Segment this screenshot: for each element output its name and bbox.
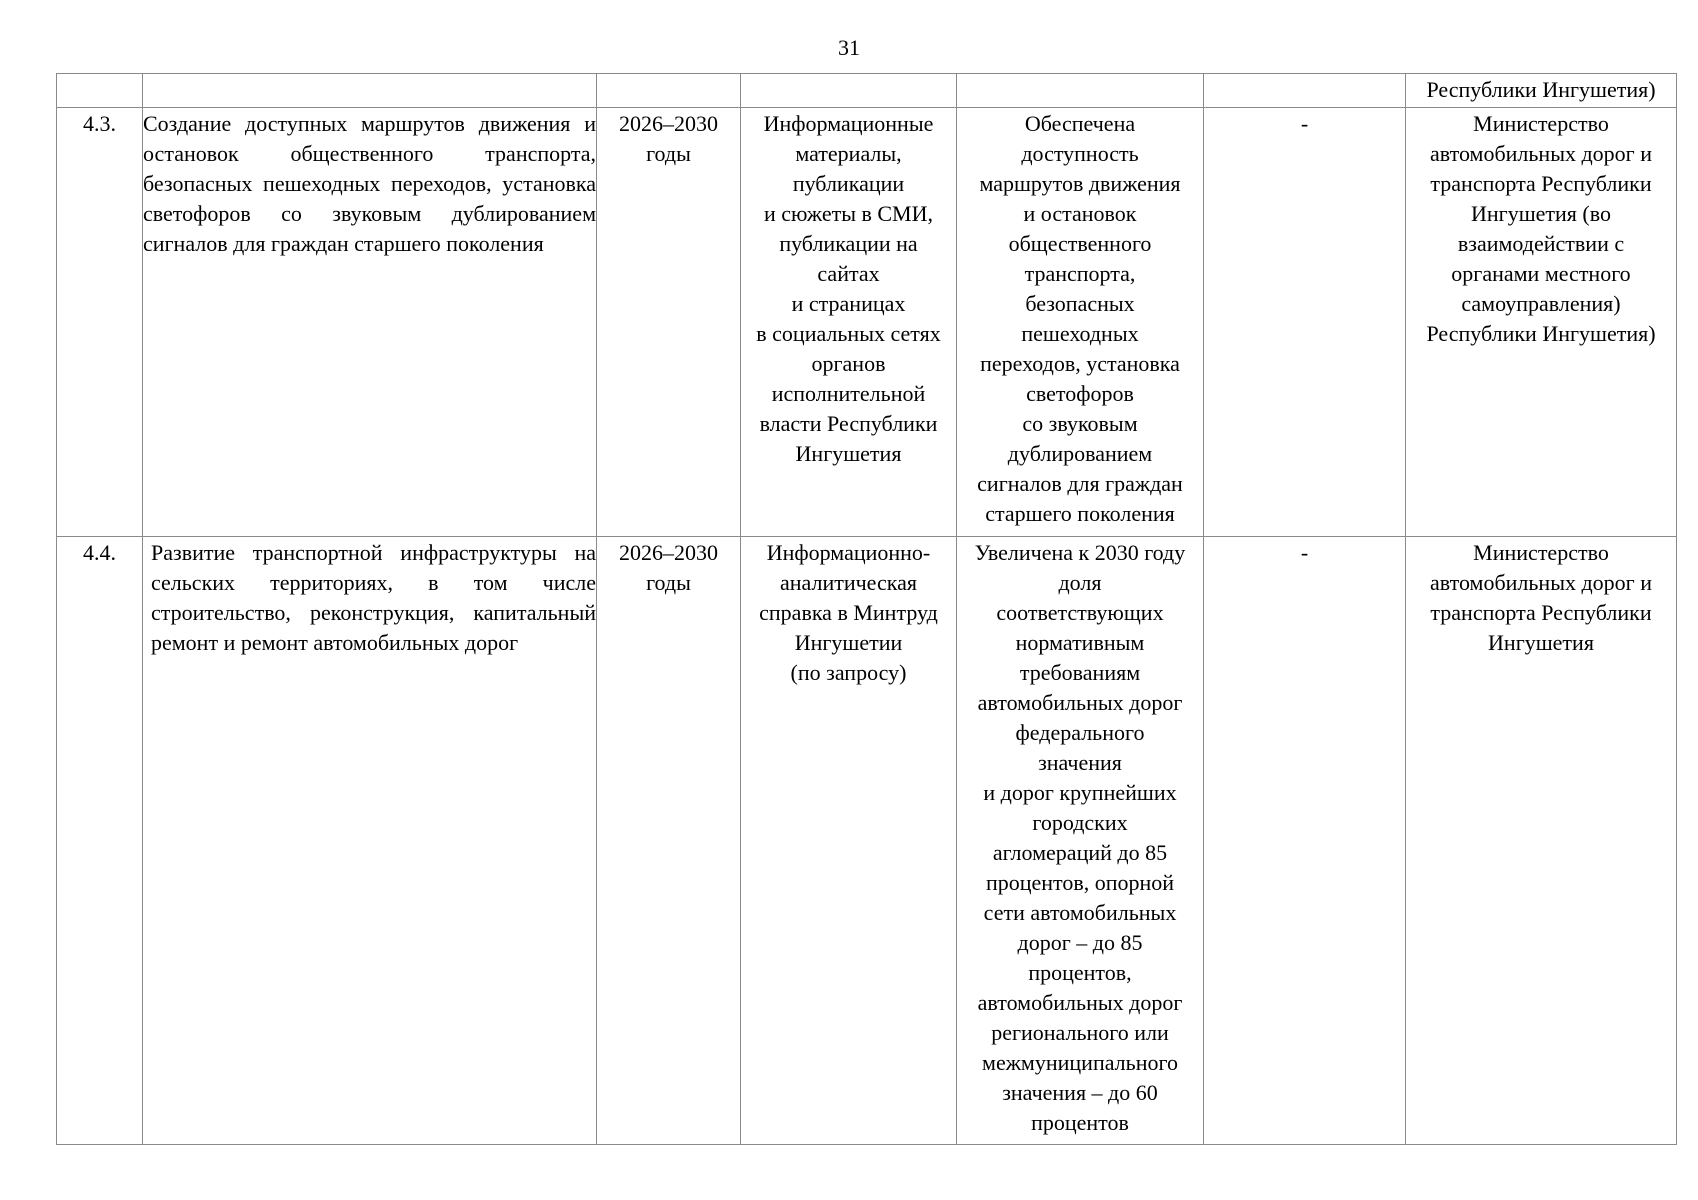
cell-result: Обеспечена доступность маршрутов движения и остановок общественного транспорта, безопасных пешеходных переходов, установка светофоров со звуковым дублированием сигналов для граждан старшего поколения — [957, 108, 1204, 537]
cell-responsible: Министерство автомобильных дорог и транспорта Республики Ингушетия (во взаимодействии с органами местного самоуправления) Республики Ингушетия) — [1406, 108, 1677, 537]
cell-form: Информационные материалы, публикации и сюжеты в СМИ, публикации на сайтах и страницах в социальных сетях органов исполнительной власти Республики Ингушетия — [741, 108, 957, 537]
cell-period — [597, 74, 741, 108]
cell-period: 2026–2030 годы — [597, 108, 741, 537]
cell-period: 2026–2030 годы — [597, 537, 741, 1145]
cell-funding: - — [1204, 537, 1406, 1145]
cell-measure — [143, 74, 597, 108]
cell-result — [957, 74, 1204, 108]
cell-form — [741, 74, 957, 108]
page-number: 31 — [838, 35, 860, 60]
cell-form: Информационно- аналитическая справка в Минтруд Ингушетии (по запросу) — [741, 537, 957, 1145]
cell-number — [57, 74, 143, 108]
cell-responsible: Республики Ингушетия) — [1406, 74, 1677, 108]
cell-responsible: Министерство автомобильных дорог и транспорта Республики Ингушетия — [1406, 537, 1677, 1145]
cell-result: Увеличена к 2030 году доля соответствующих нормативным требованиям автомобильных дорог федерального значения и дорог крупнейших городских агломераций до 85 процентов, опорной сети автомобильных дорог – до 85 процентов, автомобильных дорог регионального или межмуниципального значения – до 60 процентов — [957, 537, 1204, 1145]
cell-funding — [1204, 74, 1406, 108]
cell-measure: Развитие транспортной инфраструктуры на сельских территориях, в том числе строительство, реконструкция, капитальный ремонт и ремонт автомобильных дорог — [143, 537, 597, 1145]
cell-funding: - — [1204, 108, 1406, 537]
table-row — [57, 537, 1677, 1145]
cell-measure: Создание доступных маршрутов движения и остановок общественного транспорта, безопасных пешеходных переходов, установка светофоров со звуковым дублированием сигналов для граждан старшего поколения — [143, 108, 597, 537]
table-row — [57, 108, 1677, 537]
table-row-continuation — [57, 74, 1677, 108]
cell-number: 4.3. — [57, 108, 143, 537]
cell-number: 4.4. — [57, 537, 143, 1145]
measures-table — [56, 73, 1677, 1145]
